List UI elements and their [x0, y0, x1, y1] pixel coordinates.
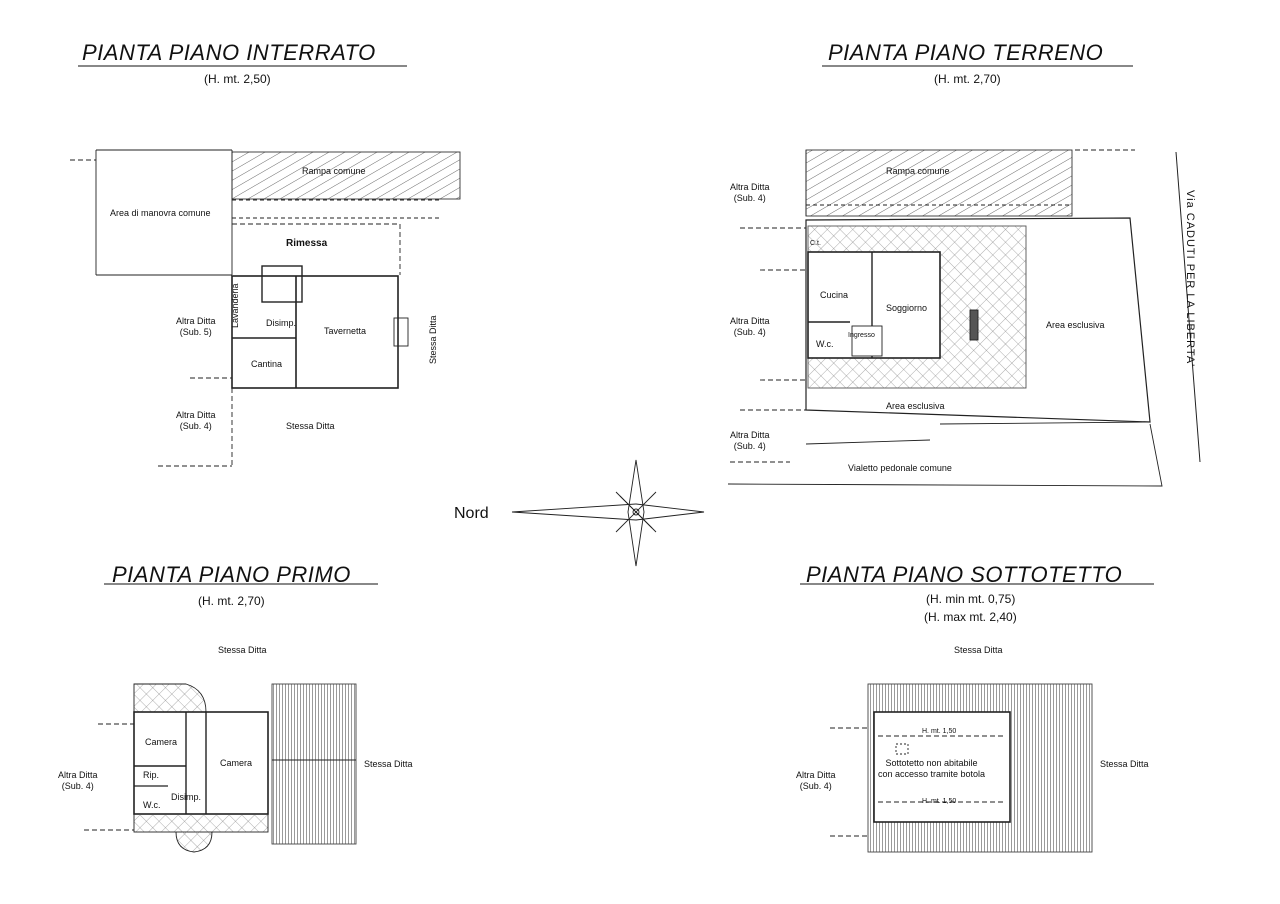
label-lavanderia: Lavanderia: [230, 283, 240, 328]
label-rip: Rip.: [143, 770, 160, 780]
label-altra-ditta-bottom-terreno: Altra Ditta (Sub. 4): [730, 430, 770, 452]
label-stessa-ditta-top-sottotetto: Stessa Ditta: [954, 645, 1003, 655]
label-h-bottom: H. mt. 1,50: [922, 798, 957, 805]
label-altra-ditta-mid-terreno: Altra Ditta (Sub. 4): [730, 316, 770, 338]
label-disimp-interrato: Disimp.: [266, 318, 297, 328]
label-disimp-primo: Disimp.: [171, 792, 202, 802]
label-tavernetta: Tavernetta: [324, 326, 367, 336]
label-sottotetto-description: Sottotetto non abitabile con accesso tramite botola: [878, 758, 986, 780]
label-altra-ditta-sub4-interrato: Altra Ditta (Sub. 4): [176, 410, 216, 432]
height-max-sottotetto: (H. max mt. 2,40): [924, 610, 1017, 624]
label-wc-terreno: W.c.: [816, 339, 834, 349]
height-primo: (H. mt. 2,70): [198, 594, 265, 608]
label-stessa-ditta-top-primo: Stessa Ditta: [218, 645, 267, 655]
label-soggiorno: Soggiorno: [886, 303, 928, 313]
label-rampa-terreno: Rampa comune: [886, 166, 950, 176]
label-area-esclusiva-bottom: Area esclusiva: [886, 401, 945, 411]
label-stessa-ditta-bottom: Stessa Ditta: [286, 421, 335, 431]
label-vialetto: Vialetto pedonale comune: [848, 463, 952, 473]
label-ingresso: Ingresso: [848, 332, 875, 339]
label-altra-ditta-sub5: Altra Ditta (Sub. 5): [176, 316, 216, 338]
plan-interrato: [70, 150, 460, 466]
compass-label: Nord: [454, 505, 489, 522]
label-street: Via CADUTI PER LA LIBERTA': [1184, 190, 1196, 368]
title-sottotetto: PIANTA PIANO SOTTOTETTO: [806, 562, 1123, 587]
label-altra-ditta-primo: Altra Ditta (Sub. 4): [58, 770, 98, 792]
title-interrato: PIANTA PIANO INTERRATO: [82, 40, 376, 65]
label-wc-primo: W.c.: [143, 800, 161, 810]
label-rimessa: Rimessa: [286, 238, 328, 249]
title-primo: PIANTA PIANO PRIMO: [112, 562, 351, 587]
label-h-top: H. mt. 1,50: [922, 728, 957, 735]
height-terreno: (H. mt. 2,70): [934, 72, 1001, 86]
label-area-esclusiva-right: Area esclusiva: [1046, 320, 1105, 330]
height-min-sottotetto: (H. min mt. 0,75): [926, 592, 1016, 606]
label-camera-right: Camera: [220, 758, 253, 768]
compass-rose: [512, 460, 704, 566]
label-altra-ditta-top-terreno: Altra Ditta (Sub. 4): [730, 182, 770, 204]
height-interrato: (H. mt. 2,50): [204, 72, 271, 86]
label-area-manovra: Area di manovra comune: [110, 208, 211, 218]
label-stessa-ditta-right-primo: Stessa Ditta: [364, 759, 413, 769]
label-ct: C.t.: [810, 240, 821, 247]
label-altra-ditta-sottotetto: Altra Ditta (Sub. 4): [796, 770, 836, 792]
plan-terreno: [728, 150, 1162, 486]
label-stessa-ditta-side: Stessa Ditta: [428, 315, 438, 364]
label-cantina: Cantina: [251, 359, 283, 369]
label-cucina: Cucina: [820, 290, 849, 300]
label-stessa-ditta-right-sottotetto: Stessa Ditta: [1100, 759, 1149, 769]
label-camera-left: Camera: [145, 737, 178, 747]
label-rampa-interrato: Rampa comune: [302, 166, 366, 176]
title-terreno: PIANTA PIANO TERRENO: [828, 40, 1104, 65]
